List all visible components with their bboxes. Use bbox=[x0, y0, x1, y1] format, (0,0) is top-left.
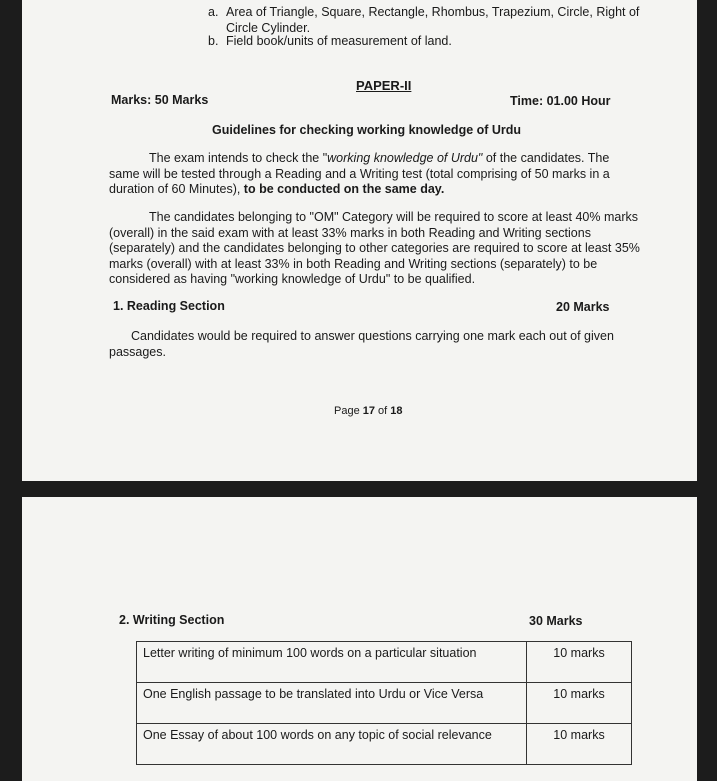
list-item-text: Area of Triangle, Square, Rectangle, Rhombus, Trapezium, Circle, Right of bbox=[226, 5, 640, 19]
emphasis-text: working knowledge of Urdu" bbox=[327, 151, 483, 165]
document-page-17 bbox=[22, 0, 697, 481]
table-row bbox=[137, 683, 632, 724]
table-cell-task: One Essay of about 100 words on any topic of social relevance bbox=[137, 724, 527, 765]
writing-section-marks: 30 Marks bbox=[529, 614, 583, 628]
table-cell-marks: 10 marks bbox=[527, 724, 632, 765]
table-row bbox=[137, 724, 632, 765]
paper-title: PAPER-II bbox=[356, 78, 412, 93]
page-footer: Page 17 of 18 bbox=[334, 405, 403, 417]
list-item-text: Field book/units of measurement of land. bbox=[226, 34, 452, 48]
page-total: 18 bbox=[390, 405, 403, 417]
table-cell-marks: 10 marks bbox=[527, 642, 632, 683]
time-label: Time: 01.00 Hour bbox=[510, 94, 611, 108]
reading-section-marks: 20 Marks bbox=[556, 300, 610, 314]
page-current: 17 bbox=[362, 405, 375, 417]
table-cell-task: Letter writing of minimum 100 words on a particular situation bbox=[137, 642, 527, 683]
writing-marks-table bbox=[136, 641, 632, 765]
table-cell-task: One English passage to be translated into Urdu or Vice Versa bbox=[137, 683, 527, 724]
document-page-18 bbox=[22, 497, 697, 781]
list-marker: a. bbox=[208, 5, 219, 19]
list-item-text: Circle Cylinder. bbox=[226, 21, 311, 35]
paragraph-exam-intent: The exam intends to check the "working knowledge of Urdu" of the candidates. The same will be tested through a Reading and a Writing test (total comprising of 50 marks in a duration of 60 Minutes), to be conducted on the same day. bbox=[109, 151, 610, 196]
table-cell-marks: 10 marks bbox=[527, 683, 632, 724]
guidelines-heading: Guidelines for checking working knowledge of Urdu bbox=[212, 123, 522, 137]
writing-section-title: 2. Writing Section bbox=[119, 613, 225, 627]
marks-label: Marks: 50 Marks bbox=[111, 93, 209, 107]
paragraph-eligibility: The candidates belonging to "OM" Category will be required to score at least 40% marks (overall) in the said exam with at least 33% marks in both Reading and Writing sections (separately) and the candidates belonging to other categories are required to score at least 35% marks (overall) with at least 33% in both Reading and Writing sections (separately) to be considered as having "working knowledge of Urdu" to be qualified. bbox=[109, 210, 640, 286]
paragraph-reading: Candidates would be required to answer questions carrying one mark each out of given passages. bbox=[109, 329, 614, 359]
table-row bbox=[137, 642, 632, 683]
reading-section-title: 1. Reading Section bbox=[113, 299, 225, 313]
emphasis-bold: to be conducted on the same day. bbox=[240, 182, 445, 196]
list-marker: b. bbox=[208, 34, 219, 48]
